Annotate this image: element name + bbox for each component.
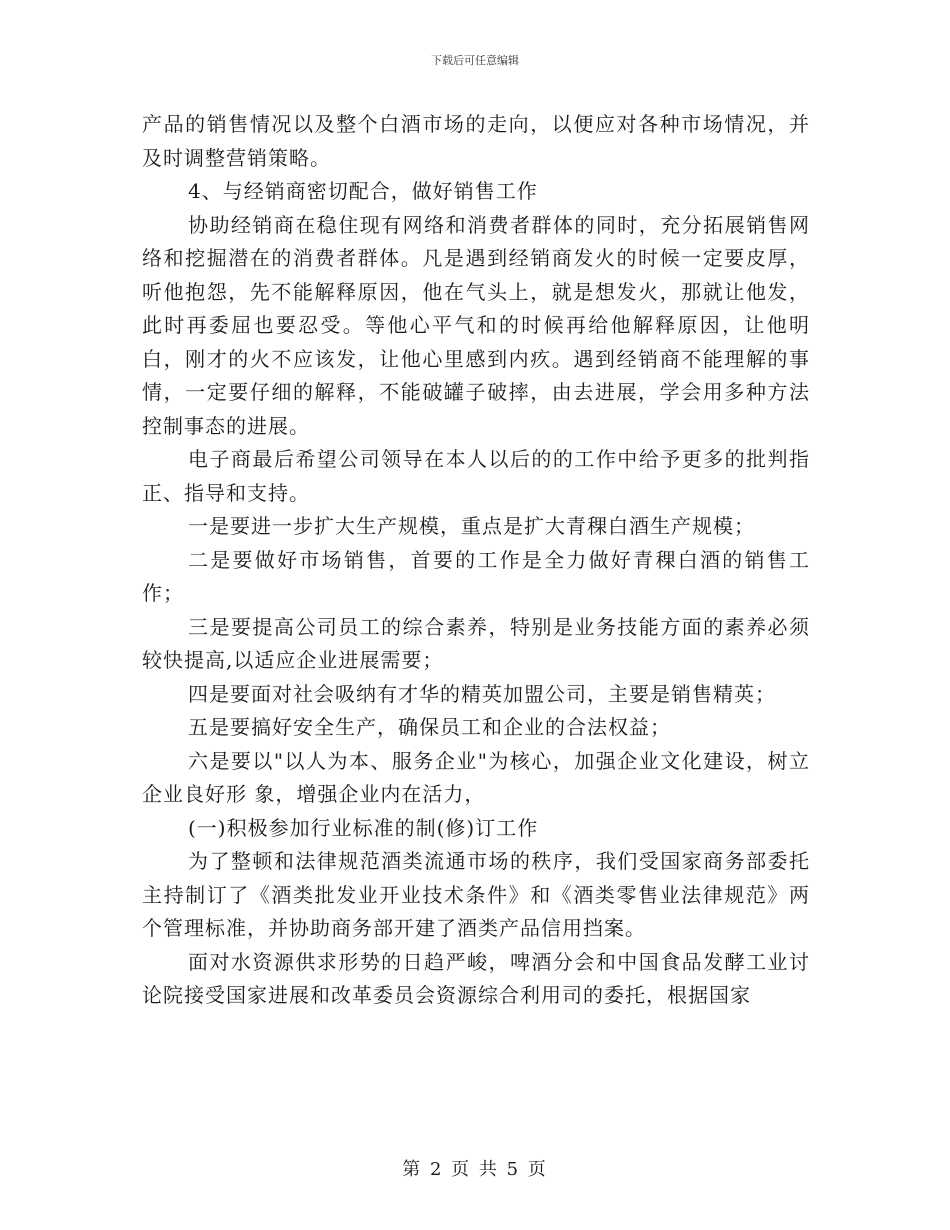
paragraph-4: 电子商最后希望公司领导在本人以后的的工作中给予更多的批判指正、指导和支持。 [142,447,810,505]
paragraph-2: 4、与经销商密切配合，做好销售工作 [188,179,538,203]
paragraph-7: 三是要提高公司员工的综合素养，特别是业务技能方面的素养必须较快提高,以适应企业进展需要； [142,614,810,672]
page-number: 第 2 页 共 5 页 [402,1159,548,1180]
paragraph-8: 四是要面对社会吸纳有才华的精英加盟公司，主要是销售精英； [188,681,776,706]
paragraph-12: 为了整顿和法律规范酒类流通市场的秩序，我们受国家商务部委托主持制订了《酒类批发业开业技术条件》和《酒类零售业法律规范》两个管理标准，并协助商务部开建了酒类产品信用挡案。 [142,849,810,940]
paragraph-10: 六是要以"以人为本、服务企业"为核心，加强企业文化建设，树立企业良好形 象，增强企业内在活力， [142,748,810,806]
document-body [142,108,810,1013]
paragraph-3: 协助经销商在稳住现有网络和消费者群体的同时，充分拓展销售网络和挖掘潜在的消费者群体。凡是遇到经销商发火的时候一定要皮厚，听他抱怨，先不能解释原因，他在气头上，就是想发火，那就让他发，此时再委屈也要忍受。等他心平气和的时候再给他解释原因，让他明白，刚才的火不应该发，让他心里感到内疚。遇到经销商不能理解的事情，一定要仔细的解释，不能破罐子破摔，由去进展，学会用多种方法控制事态的进展。 [142,212,810,438]
paragraph-1: 产品的销售情况以及整个白酒市场的走向，以便应对各种市场情况，并及时调整营销策略。 [142,112,810,170]
paragraph-9: 五是要搞好安全生产，确保员工和企业的合法权益； [188,715,671,739]
paragraph-11: (一)积极参加行业标准的制(修)订工作 [188,815,539,840]
page-header: 下载后可任意编辑 [431,54,519,67]
paragraph-5: 一是要进一步扩大生产规模，重点是扩大青稞白酒生产规模； [188,514,755,538]
paragraph-6: 二是要做好市场销售，首要的工作是全力做好青稞白酒的销售工作； [142,547,810,605]
paragraph-13: 面对水资源供求形势的日趋严峻，啤酒分会和中国食品发酵工业讨论院接受国家进展和改革委员会资源综合利用司的委托，根据国家 [142,949,810,1007]
